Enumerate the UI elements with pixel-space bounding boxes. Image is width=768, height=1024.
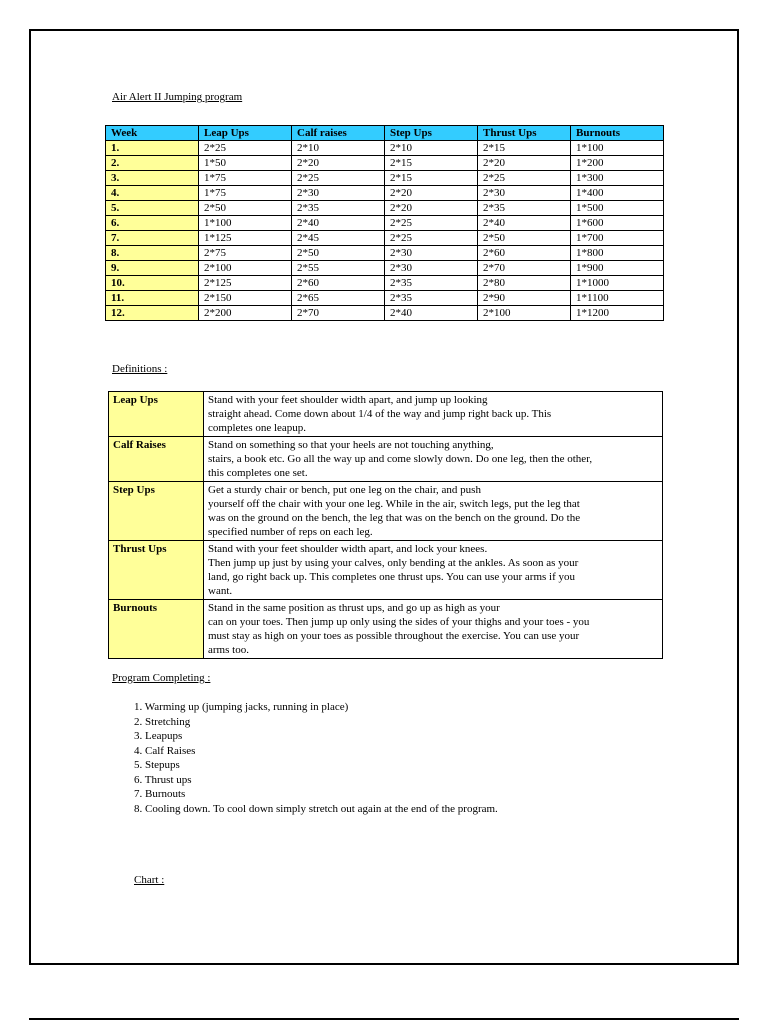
schedule-cell: 2*35 <box>385 276 478 291</box>
schedule-cell: 2*60 <box>478 246 571 261</box>
program-step: 2. Stretching <box>134 715 191 728</box>
definition-text <box>204 392 663 437</box>
week-cell: 6. <box>106 216 199 231</box>
program-steps-list <box>134 700 498 816</box>
schedule-row <box>106 141 664 156</box>
schedule-cell: 1*600 <box>571 216 664 231</box>
definition-line: must stay as high on your toes as possible throughout the exercise. You can use your <box>208 630 580 642</box>
schedule-cell: 2*40 <box>478 216 571 231</box>
definition-line: stairs, a book etc. Go all the way up and come slowly down. Do one leg, then the other, <box>208 453 593 465</box>
schedule-cell: 2*10 <box>292 141 385 156</box>
page-separator <box>29 1018 739 1020</box>
schedule-cell: 2*200 <box>199 306 292 321</box>
week-cell: 5. <box>106 201 199 216</box>
schedule-row <box>106 216 664 231</box>
schedule-cell: 2*50 <box>478 231 571 246</box>
definition-row <box>109 437 663 482</box>
schedule-cell: 1*75 <box>199 171 292 186</box>
week-cell: 8. <box>106 246 199 261</box>
column-header: Leap Ups <box>199 126 292 141</box>
column-header: Calf raises <box>292 126 385 141</box>
schedule-cell: 2*10 <box>385 141 478 156</box>
schedule-cell: 2*20 <box>292 156 385 171</box>
column-header: Burnouts <box>571 126 664 141</box>
schedule-cell: 2*150 <box>199 291 292 306</box>
definition-line: arms too. <box>208 644 249 656</box>
schedule-cell: 2*50 <box>292 246 385 261</box>
schedule-cell: 2*25 <box>385 216 478 231</box>
schedule-cell: 2*25 <box>385 231 478 246</box>
schedule-cell: 2*20 <box>478 156 571 171</box>
schedule-cell: 1*1200 <box>571 306 664 321</box>
program-step: 7. Burnouts <box>134 788 186 800</box>
schedule-row <box>106 261 664 276</box>
schedule-cell: 2*65 <box>292 291 385 306</box>
definition-term: Burnouts <box>109 600 204 659</box>
schedule-cell: 1*800 <box>571 246 664 261</box>
schedule-cell: 2*15 <box>478 141 571 156</box>
definition-term: Thrust Ups <box>109 541 204 600</box>
definition-term: Calf Raises <box>109 437 204 482</box>
definition-text <box>204 437 663 482</box>
schedule-cell: 2*125 <box>199 276 292 291</box>
schedule-row <box>106 246 664 261</box>
definition-line: want. <box>208 585 233 597</box>
schedule-cell: 1*50 <box>199 156 292 171</box>
definition-line: Then jump up just by using your calves, only bending at the ankles. As soon as your <box>208 557 579 569</box>
schedule-cell: 2*25 <box>292 171 385 186</box>
program-step: 6. Thrust ups <box>134 773 192 786</box>
definition-line: yourself off the chair with your one leg. While in the air, switch legs, put the leg that <box>208 498 580 510</box>
schedule-cell: 1*300 <box>571 171 664 186</box>
schedule-cell: 2*30 <box>292 186 385 201</box>
schedule-header-row <box>106 126 664 141</box>
program-step: 3. Leapups <box>134 730 183 742</box>
schedule-cell: 2*55 <box>292 261 385 276</box>
schedule-row <box>106 276 664 291</box>
schedule-row <box>106 156 664 171</box>
schedule-cell: 1*100 <box>199 216 292 231</box>
column-header: Week <box>106 126 199 141</box>
week-cell: 3. <box>106 171 199 186</box>
definition-line: completes one leapup. <box>208 422 307 434</box>
definition-line: was on the ground on the bench, the leg that was on the bench on the ground. Do the <box>208 512 581 524</box>
schedule-cell: 2*75 <box>199 246 292 261</box>
schedule-body <box>106 141 664 321</box>
schedule-cell: 2*20 <box>385 186 478 201</box>
definition-term: Leap Ups <box>109 392 204 437</box>
chart-label: Chart : <box>134 874 165 886</box>
column-header: Thrust Ups <box>478 126 571 141</box>
definition-text <box>204 600 663 659</box>
definition-line: straight ahead. Come down about 1/4 of the way and jump right back up. This <box>208 408 552 420</box>
schedule-cell: 2*35 <box>385 291 478 306</box>
schedule-cell: 1*1100 <box>571 291 664 306</box>
definition-text <box>204 482 663 541</box>
schedule-cell: 2*40 <box>292 216 385 231</box>
schedule-row <box>106 231 664 246</box>
definition-term: Step Ups <box>109 482 204 541</box>
definition-line: Stand with your feet shoulder width apart, and lock your knees. <box>208 543 488 555</box>
program-step: 8. Cooling down. To cool down simply stretch out again at the end of the program. <box>134 802 498 815</box>
definition-row <box>109 541 663 600</box>
program-title: Program Completing : <box>112 672 211 684</box>
schedule-cell: 2*100 <box>478 306 571 321</box>
schedule-cell: 1*100 <box>571 141 664 156</box>
schedule-cell: 2*45 <box>292 231 385 246</box>
schedule-cell: 2*35 <box>478 201 571 216</box>
schedule-cell: 2*50 <box>199 201 292 216</box>
definition-line: Stand with your feet shoulder width apart, and jump up looking <box>208 394 488 406</box>
week-cell: 1. <box>106 141 199 156</box>
schedule-cell: 2*70 <box>292 306 385 321</box>
schedule-cell: 2*100 <box>199 261 292 276</box>
definition-row <box>109 392 663 437</box>
schedule-cell: 2*30 <box>385 246 478 261</box>
definition-line: this completes one set. <box>208 467 308 479</box>
definition-line: can on your toes. Then jump up only using the sides of your thighs and your toes - you <box>208 616 590 628</box>
schedule-cell: 1*200 <box>571 156 664 171</box>
schedule-cell: 2*25 <box>478 171 571 186</box>
schedule-cell: 2*15 <box>385 156 478 171</box>
schedule-table <box>105 125 664 321</box>
week-cell: 9. <box>106 261 199 276</box>
schedule-cell: 1*400 <box>571 186 664 201</box>
schedule-cell: 1*500 <box>571 201 664 216</box>
schedule-cell: 2*25 <box>199 141 292 156</box>
schedule-cell: 1*75 <box>199 186 292 201</box>
schedule-cell: 2*35 <box>292 201 385 216</box>
schedule-cell: 2*90 <box>478 291 571 306</box>
schedule-cell: 2*60 <box>292 276 385 291</box>
week-cell: 7. <box>106 231 199 246</box>
schedule-row <box>106 171 664 186</box>
schedule-row <box>106 201 664 216</box>
schedule-cell: 2*40 <box>385 306 478 321</box>
definition-row <box>109 600 663 659</box>
definition-line: specified number of reps on each leg. <box>208 526 373 538</box>
definition-line: Stand on something so that your heels are not touching anything, <box>208 439 494 451</box>
definitions-body <box>109 392 663 659</box>
schedule-cell: 2*30 <box>478 186 571 201</box>
program-step: 5. Stepups <box>134 759 180 771</box>
schedule-cell: 1*1000 <box>571 276 664 291</box>
definitions-table <box>108 391 663 659</box>
definition-line: Get a sturdy chair or bench, put one leg on the chair, and push <box>208 484 481 496</box>
schedule-cell: 2*70 <box>478 261 571 276</box>
week-cell: 10. <box>106 276 199 291</box>
week-cell: 12. <box>106 306 199 321</box>
program-step: 1. Warming up (jumping jacks, running in place) <box>134 701 349 713</box>
definition-row <box>109 482 663 541</box>
schedule-row <box>106 186 664 201</box>
schedule-row <box>106 291 664 306</box>
schedule-cell: 1*700 <box>571 231 664 246</box>
schedule-cell: 1*900 <box>571 261 664 276</box>
week-cell: 11. <box>106 291 199 306</box>
schedule-row <box>106 306 664 321</box>
document-title: Air Alert II Jumping program <box>112 91 243 103</box>
definitions-title: Definitions : <box>112 363 168 375</box>
column-header: Step Ups <box>385 126 478 141</box>
week-cell: 2. <box>106 156 199 171</box>
schedule-cell: 2*20 <box>385 201 478 216</box>
definition-line: land, go right back up. This completes one thrust ups. You can use your arms if you <box>208 571 576 583</box>
definition-text <box>204 541 663 600</box>
week-cell: 4. <box>106 186 199 201</box>
schedule-cell: 2*15 <box>385 171 478 186</box>
program-step: 4. Calf Raises <box>134 744 196 757</box>
schedule-cell: 2*80 <box>478 276 571 291</box>
definition-line: Stand in the same position as thrust ups, and go up as high as your <box>208 602 500 614</box>
schedule-cell: 2*30 <box>385 261 478 276</box>
schedule-cell: 1*125 <box>199 231 292 246</box>
